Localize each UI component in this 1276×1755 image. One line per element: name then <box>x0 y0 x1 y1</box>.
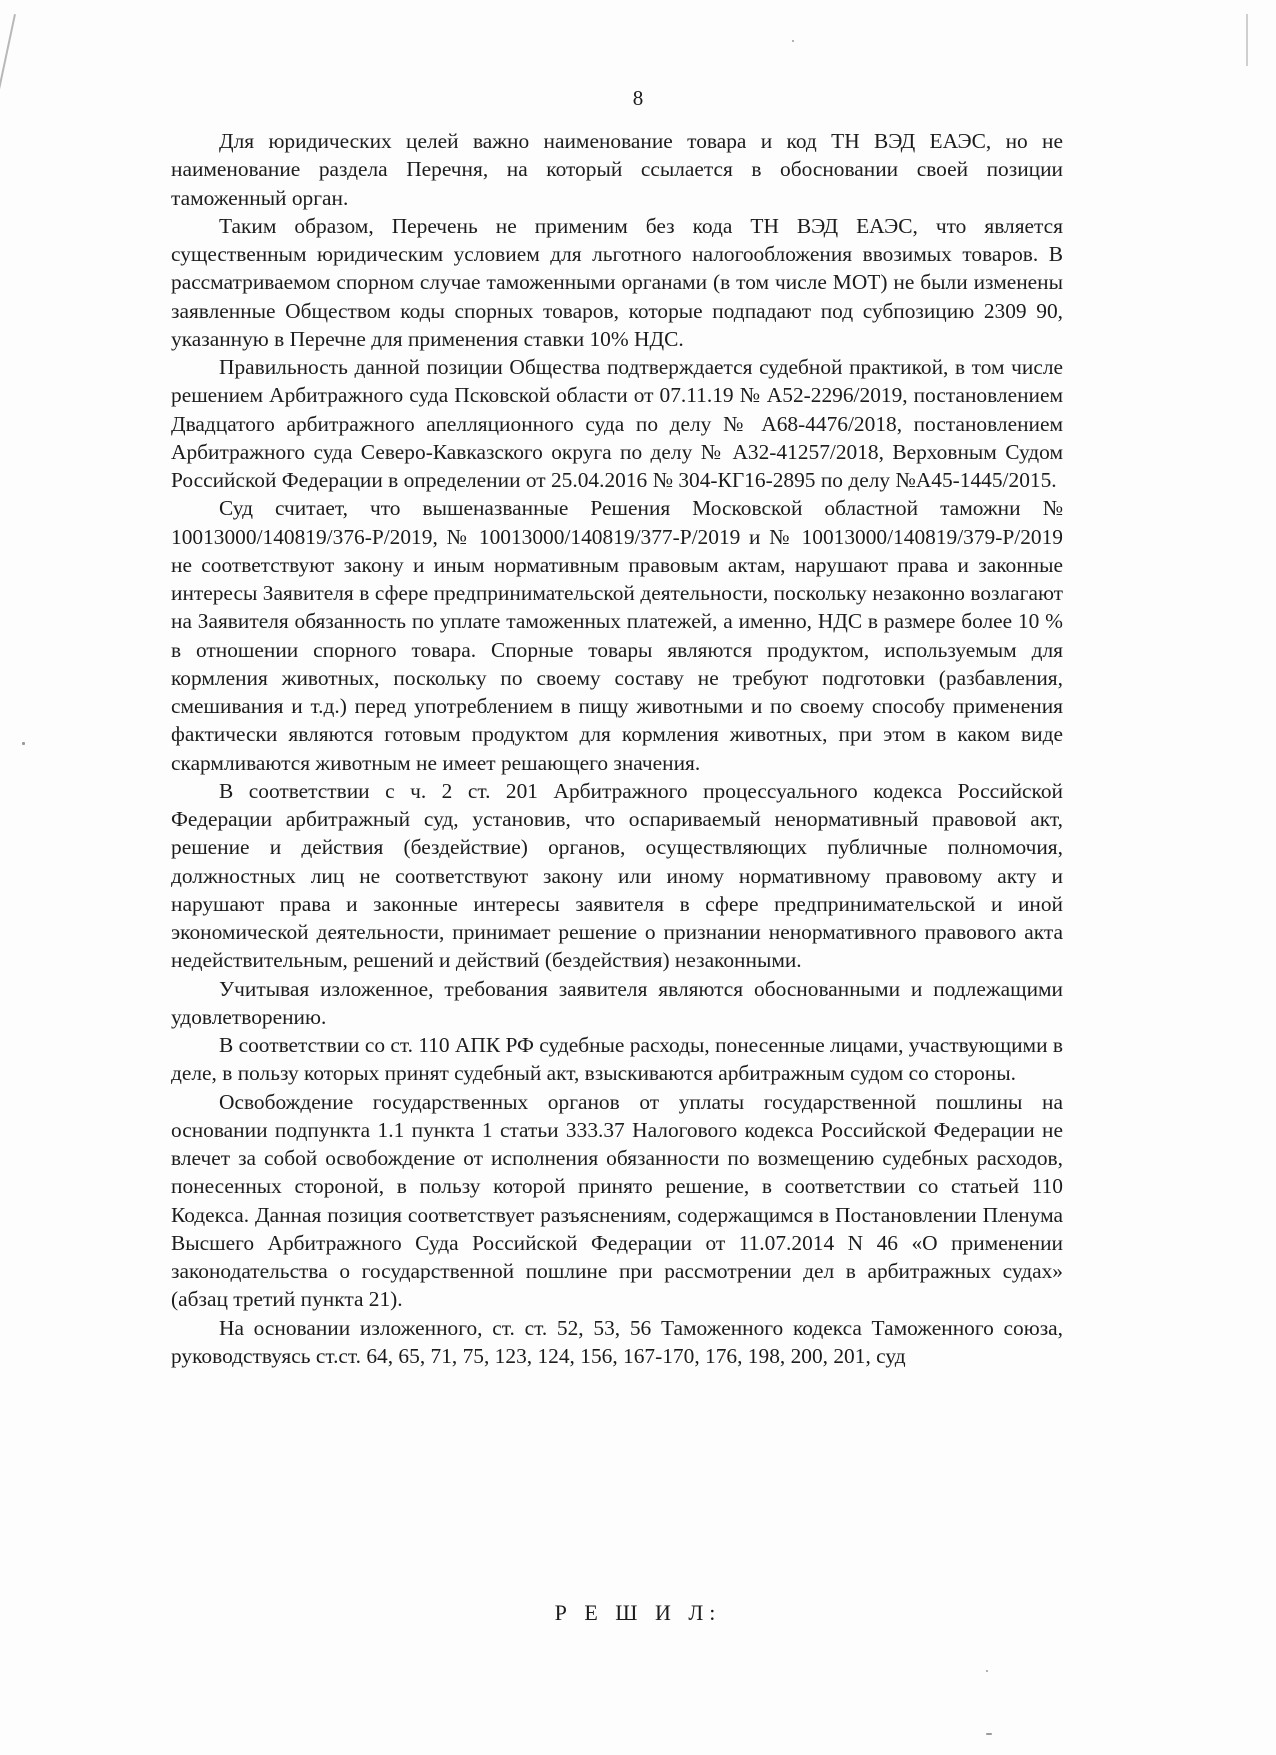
paragraph: Для юридических целей важно наименование товара и код ТН ВЭД ЕАЭС, но не наименование раздела Перечня, на который ссылается в обосновании своей позиции таможенный орган. <box>171 129 1063 210</box>
paragraph: Таким образом, Перечень не применим без кода ТН ВЭД ЕАЭС, что является существенным юридическим условием для льготного налогообложения ввозимых товаров. В рассматриваемом спорном случае таможенными органами (в том числе МОТ) не были изменены заявленные Обществом коды спорных товаров, которые подпадают под субпозицию 2309 90, указанную в Перечне для применения ставки 10% НДС. <box>171 213 1063 351</box>
decision-heading: Р Е Ш И Л: <box>554 1600 722 1625</box>
paragraph: Правильность данной позиции Общества подтверждается судебной практикой, в том числе решением Арбитражного суда Псковской области от 07.11.19 № А52-2296/2019, постановлением Двадцатого арбитражного апелляционного суда по делу № А68-4476/2018, постановлением Арбитражного суда Северо-Кавказского округа по делу № А32-41257/2018, Верховным Судом Российской Федерации в определении от 25.04.2016 № 304-КГ16-2895 по делу №А45-1445/2015. <box>171 355 1063 492</box>
paragraph: На основании изложенного, ст. ст. 52, 53, 56 Таможенного кодекса Таможенного союза, руководствуясь ст.ст. 64, 65, 71, 75, 123, 124, 156, 167-170, 176, 198, 200, 201, суд <box>171 1315 1063 1368</box>
paragraph: В соответствии со ст. 110 АПК РФ судебные расходы, понесенные лицами, участвующими в деле, в пользу которых принят судебный акт, взыскиваются арбитражным судом со стороны. <box>171 1033 1063 1086</box>
paragraph: Освобождение государственных органов от уплаты государственной пошлины на основании подпункта 1.1 пункта 1 статьи 333.37 Налогового кодекса Российской Федерации не влечет за собой освобождение от исполнения обязанности по возмещению судебных расходов, понесенных стороной, в пользу которой принято решение, в соответствии со статьей 110 Кодекса. Данная позиция соответствует разъяснениям, содержащимся в Постановлении Пленума Высшего Арбитражного Суда Российской Федерации от 11.07.2014 N 46 «О применении законодательства о государственной пошлине при рассмотрении дел в арбитражных судах» (абзац третий пункта 21). <box>171 1089 1063 1312</box>
document-body <box>171 127 1063 1370</box>
scan-speck <box>792 40 794 42</box>
page-number: 8 <box>632 86 644 110</box>
scan-speck <box>986 1670 988 1672</box>
scan-speck <box>22 742 25 745</box>
paragraph: Учитывая изложенное, требования заявителя являются обоснованными и подлежащими удовлетворению. <box>171 976 1063 1029</box>
paragraph: В соответствии с ч. 2 ст. 201 Арбитражного процессуального кодекса Российской Федерации арбитражный суд, установив, что оспариваемый ненормативный правовой акт, решение и действия (бездействие) органов, осуществляющих публичные полномочия, должностных лиц не соответствуют закону или иному нормативному правовому акту и нарушают права и законные интересы заявителя в сфере предпринимательской и иной экономической деятельности, принимает решение о признании ненормативного правового акта недействительным, решений и действий (бездействия) незаконными. <box>171 778 1063 973</box>
scan-edge-mark <box>1246 14 1248 66</box>
paragraph: Суд считает, что вышеназванные Решения Московской областной таможни № 10013000/140819/376-Р/2019, № 10013000/140819/377-Р/2019 и № 10013000/140819/379-Р/2019 не соответствуют закону и иным нормативным правовым актам, нарушают права и законные интересы Заявителя в сфере предпринимательской деятельности, поскольку незаконно возлагают на Заявителя обязанность по уплате таможенных платежей, а именно, НДС в размере более 10 % в отношении спорного товара. Спорные товары являются продуктом, используемым для кормления животных, поскольку по своему составу не требуют подготовки (разбавления, смешивания и т.д.) перед употреблением в пищу животными и по своему способу применения фактически являются готовым продуктом для кормления животных, при этом в каком виде скармливаются животным не имеет решающего значения. <box>171 496 1063 775</box>
scan-speck <box>986 1733 992 1735</box>
